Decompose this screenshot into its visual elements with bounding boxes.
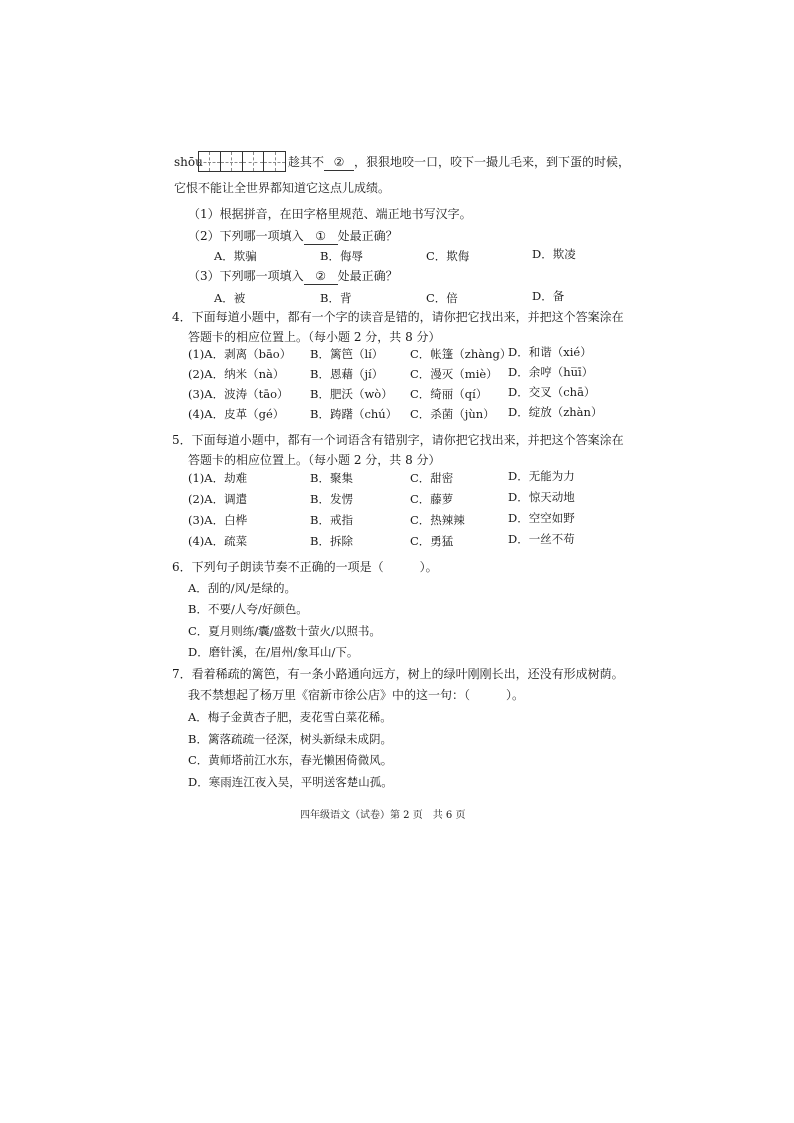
q7-option-a[interactable]: A．梅子金黄杏子肥，麦花雪白菜花稀。 <box>188 710 392 724</box>
q3-sub2-option-d[interactable]: D．欺凌 <box>532 247 576 261</box>
q4-2-option-d[interactable]: D．余哼（hu̅ī） <box>508 365 594 379</box>
q5-4-option-b[interactable]: B．拆除 <box>310 534 353 548</box>
q4-1-option-a[interactable]: (1)A．剥离（bāo） <box>188 347 292 361</box>
q3-sub2-option-c[interactable]: C．欺侮 <box>426 249 470 263</box>
q6-stem: 6．下列句子朗读节奏不正确的一项是（ ）。 <box>172 560 438 574</box>
blank-2-ref: ② <box>304 268 338 285</box>
blank-2[interactable]: ② <box>324 154 354 171</box>
q3-line1 <box>288 154 630 171</box>
q5-4-option-d[interactable]: D．一丝不苟 <box>508 532 575 546</box>
q4-stem-line1: 4．下面每道小题中，都有一个字的读音是错的，请你把它找出来，并把这个答案涂在 <box>172 310 624 324</box>
page-footer: 四年级语文（试卷）第 2 页 共 6 页 <box>300 810 466 821</box>
q5-2-option-a[interactable]: (2)A．调遣 <box>188 492 248 506</box>
grid-cell <box>199 152 221 171</box>
q5-2-option-d[interactable]: D．惊天动地 <box>508 490 575 504</box>
q3-sub3-option-a[interactable]: A．被 <box>214 291 246 305</box>
q3-line1-start: 趁其不 <box>288 155 325 169</box>
q4-2-option-a[interactable]: (2)A．纳米（nà） <box>188 367 285 381</box>
q5-1-option-c[interactable]: C．甜密 <box>410 471 454 485</box>
q3-sub1: （1）根据拼音，在田字格里规范、端正地书写汉字。 <box>188 207 472 221</box>
q6-option-d[interactable]: D．磨针溪，在/眉州/象耳山/下。 <box>188 645 359 659</box>
q3-sub3-option-d[interactable]: D．备 <box>532 289 565 303</box>
grid-cell <box>221 152 243 171</box>
q3-sub3-prefix: （3）下列哪一项填入 <box>188 269 304 283</box>
q3-sub3 <box>188 268 398 285</box>
q5-2-option-b[interactable]: B．发愣 <box>310 492 353 506</box>
q3-sub2-suffix: 处最正确？ <box>337 229 398 243</box>
q7-option-d[interactable]: D．寒雨连江夜入吴，平明送客楚山孤。 <box>188 775 393 789</box>
q4-2-option-b[interactable]: B．恩藉（jí） <box>310 367 384 381</box>
q5-2-option-c[interactable]: C．藤萝 <box>410 492 454 506</box>
q4-4-option-b[interactable]: B．踌躇（chú） <box>310 407 398 421</box>
q5-1-option-d[interactable]: D．无能为力 <box>508 469 575 483</box>
q5-4-option-c[interactable]: C．勇猛 <box>410 534 454 548</box>
q4-3-option-c[interactable]: C．绮丽（qí） <box>410 387 488 401</box>
q6-option-b[interactable]: B．不要/人夸/好颜色。 <box>188 602 308 616</box>
q5-3-option-a[interactable]: (3)A．白桦 <box>188 513 248 527</box>
q5-4-option-a[interactable]: (4)A．疏菜 <box>188 534 248 548</box>
q5-stem-line2: 答题卡的相应位置上。（每小题 2 分，共 8 分） <box>188 453 441 467</box>
grid-cell <box>264 152 285 171</box>
q4-3-option-d[interactable]: D．交叉（chā） <box>508 385 596 399</box>
grid-cell <box>243 152 265 171</box>
q4-1-option-c[interactable]: C．帐篷（zhàng） <box>410 347 512 361</box>
pinyin-shou: shōu <box>174 155 203 169</box>
q7-stem-line1: 7．看着稀疏的篱笆，有一条小路通向远方，树上的绿叶刚刚长出，还没有形成树荫。 <box>172 667 624 681</box>
q4-2-option-c[interactable]: C．漫灭（miè） <box>410 367 498 381</box>
q6-option-c[interactable]: C．夏月则练/囊/盛数十萤火/以照书。 <box>188 624 381 638</box>
q7-stem-line2: 我不禁想起了杨万里《宿新市徐公店》中的这一句：（ ）。 <box>188 688 525 702</box>
q3-line1-end: ，狠狠地咬一口，咬下一撮儿毛来，到下蛋的时候， <box>354 155 631 169</box>
q7-option-b[interactable]: B．篱落疏疏一径深，树头新绿未成阴。 <box>188 732 392 746</box>
q3-line2: 它恨不能让全世界都知道它这点儿成绩。 <box>174 181 391 195</box>
q4-stem-line2: 答题卡的相应位置上。（每小题 2 分，共 8 分） <box>188 330 441 344</box>
q5-1-option-b[interactable]: B．聚集 <box>310 471 353 485</box>
q4-1-option-d[interactable]: D．和谐（xié） <box>508 345 592 359</box>
q3-sub2-option-a[interactable]: A．欺骗 <box>214 249 257 263</box>
q4-3-option-b[interactable]: B．肥沃（wò） <box>310 387 393 401</box>
q3-sub3-option-c[interactable]: C．倍 <box>426 291 458 305</box>
q3-sub2-option-b[interactable]: B．侮辱 <box>320 249 363 263</box>
q3-sub3-suffix: 处最正确？ <box>337 269 398 283</box>
q5-3-option-d[interactable]: D．空空如野 <box>508 511 575 525</box>
q5-3-option-b[interactable]: B．戒指 <box>310 513 353 527</box>
q3-sub2-prefix: （2）下列哪一项填入 <box>188 229 304 243</box>
q4-3-option-a[interactable]: (3)A．波涛（tāo） <box>188 387 289 401</box>
q3-sub3-option-b[interactable]: B．背 <box>320 291 352 305</box>
q4-4-option-a[interactable]: (4)A．皮革（gé） <box>188 407 285 421</box>
q6-option-a[interactable]: A．刮的/风/是绿的。 <box>188 581 297 595</box>
q5-3-option-c[interactable]: C．热辣辣 <box>410 513 465 527</box>
q5-1-option-a[interactable]: (1)A．劫难 <box>188 471 248 485</box>
blank-1-ref: ① <box>304 228 338 245</box>
q4-4-option-d[interactable]: D．绽放（zhàn） <box>508 405 603 419</box>
q3-sub2 <box>188 228 398 245</box>
q7-option-c[interactable]: C．黄师塔前江水东，春光懒困倚微风。 <box>188 753 393 767</box>
tianzige-grid[interactable] <box>198 151 286 172</box>
q4-1-option-b[interactable]: B．篱笆（lí） <box>310 347 384 361</box>
q4-4-option-c[interactable]: C．杀菌（jùn） <box>410 407 495 421</box>
q5-stem-line1: 5．下面每道小题中，都有一个词语含有错别字，请你把它找出来，并把这个答案涂在 <box>172 433 624 447</box>
